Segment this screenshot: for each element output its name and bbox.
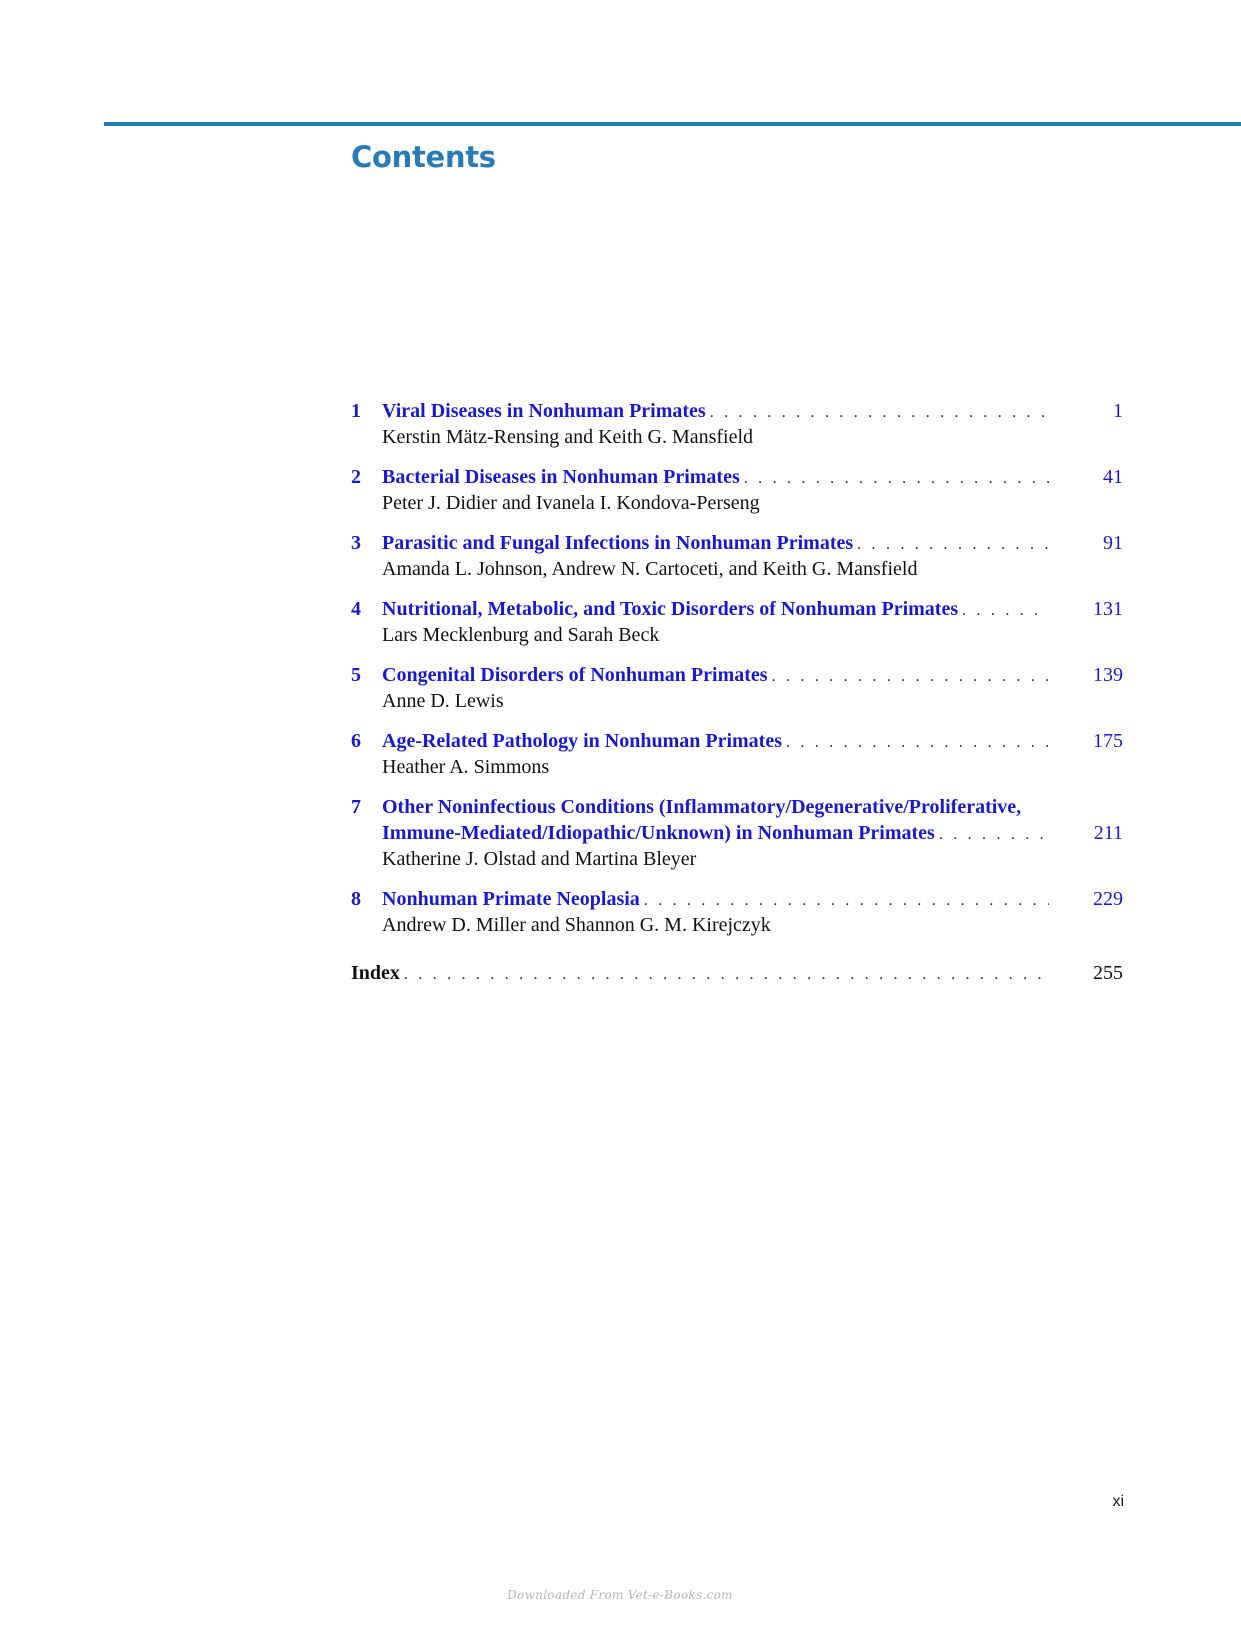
chapter-authors: Peter J. Didier and Ivanela I. Kondova-Perseng xyxy=(382,492,760,514)
dot-leader xyxy=(744,466,1049,492)
chapter-number[interactable]: 2 xyxy=(351,466,361,488)
chapter-number[interactable]: 6 xyxy=(351,730,361,752)
toc-authors-row xyxy=(351,622,1123,648)
chapter-title-link[interactable]: Nonhuman Primate Neoplasia xyxy=(382,888,640,910)
chapter-page-link[interactable]: 211 xyxy=(1093,822,1123,844)
toc-entry xyxy=(351,794,1123,872)
chapter-authors: Andrew D. Miller and Shannon G. M. Kirejczyk xyxy=(382,914,771,936)
toc-authors-row xyxy=(351,490,1123,516)
header-rule xyxy=(104,122,1241,126)
toc-entry xyxy=(351,596,1123,648)
chapter-number[interactable]: 7 xyxy=(351,796,361,818)
chapter-page-link[interactable]: 139 xyxy=(1093,664,1123,686)
dot-leader xyxy=(772,664,1049,690)
chapter-number[interactable]: 8 xyxy=(351,888,361,910)
chapter-authors: Kerstin Mätz-Rensing and Keith G. Mansfield xyxy=(382,426,754,448)
toc-authors-row xyxy=(351,424,1123,450)
toc-authors-row xyxy=(351,912,1123,938)
chapter-title-link[interactable]: Age-Related Pathology in Nonhuman Primates xyxy=(382,730,782,752)
toc-authors-row xyxy=(351,754,1123,780)
toc-entry xyxy=(351,728,1123,780)
toc-title-row xyxy=(351,596,1123,622)
toc-entry xyxy=(351,886,1123,938)
chapter-title-link[interactable]: Viral Diseases in Nonhuman Primates xyxy=(382,400,706,422)
chapter-title-link[interactable]: Nutritional, Metabolic, and Toxic Disorders of Nonhuman Primates xyxy=(382,598,959,620)
chapter-number[interactable]: 5 xyxy=(351,664,361,686)
chapter-title-link[interactable]: Congenital Disorders of Nonhuman Primates xyxy=(382,664,768,686)
chapter-title-link[interactable]: Parasitic and Fungal Infections in Nonhuman Primates xyxy=(382,532,854,554)
toc-index-entry xyxy=(351,960,1123,986)
dot-leader xyxy=(644,888,1049,914)
dot-leader xyxy=(857,532,1049,558)
table-of-contents xyxy=(351,398,1123,986)
dot-leader xyxy=(939,822,1049,848)
chapter-page-link[interactable]: 131 xyxy=(1093,598,1123,620)
toc-entry xyxy=(351,464,1123,516)
watermark: Downloaded From Vet-e-Books.com xyxy=(507,1588,733,1602)
chapter-authors: Anne D. Lewis xyxy=(382,690,504,712)
chapter-page-link[interactable]: 91 xyxy=(1103,532,1123,554)
toc-title-row xyxy=(351,794,1123,820)
index-page-number[interactable]: 255 xyxy=(1093,962,1123,984)
dot-leader xyxy=(404,962,1049,988)
chapter-title-link[interactable]: Other Noninfectious Conditions (Inflammatory/Degenerative/Proliferative, xyxy=(382,796,1022,818)
dot-leader xyxy=(710,400,1049,426)
chapter-title-link[interactable]: Immune-Mediated/Idiopathic/Unknown) in Nonhuman Primates xyxy=(382,822,935,844)
toc-title-row xyxy=(351,398,1123,424)
page-title: Contents xyxy=(351,140,496,174)
toc-entry xyxy=(351,398,1123,450)
chapter-authors: Amanda L. Johnson, Andrew N. Cartoceti, and Keith G. Mansfield xyxy=(382,558,918,580)
chapter-number[interactable]: 3 xyxy=(351,532,361,554)
toc-entry xyxy=(351,530,1123,582)
chapter-page-link[interactable]: 41 xyxy=(1103,466,1123,488)
toc-authors-row xyxy=(351,556,1123,582)
toc-title-row xyxy=(351,728,1123,754)
page-number: xi xyxy=(1112,1493,1124,1510)
chapter-number[interactable]: 1 xyxy=(351,400,361,422)
dot-leader xyxy=(786,730,1049,756)
toc-authors-row xyxy=(351,846,1123,872)
toc-title-row xyxy=(351,662,1123,688)
chapter-page-link[interactable]: 175 xyxy=(1093,730,1123,752)
chapter-page-link[interactable]: 229 xyxy=(1093,888,1123,910)
toc-title-row xyxy=(351,530,1123,556)
chapter-authors: Katherine J. Olstad and Martina Bleyer xyxy=(382,848,697,870)
chapter-number[interactable]: 4 xyxy=(351,598,361,620)
chapter-title-link[interactable]: Bacterial Diseases in Nonhuman Primates xyxy=(382,466,740,488)
toc-entry xyxy=(351,662,1123,714)
toc-title-row xyxy=(351,886,1123,912)
chapter-authors: Heather A. Simmons xyxy=(382,756,550,778)
chapter-page-link[interactable]: 1 xyxy=(1113,400,1123,422)
dot-leader xyxy=(962,598,1049,624)
index-link[interactable]: Index xyxy=(351,962,400,984)
toc-authors-row xyxy=(351,688,1123,714)
toc-title-row xyxy=(351,820,1123,846)
chapter-authors: Lars Mecklenburg and Sarah Beck xyxy=(382,624,660,646)
toc-title-row xyxy=(351,464,1123,490)
